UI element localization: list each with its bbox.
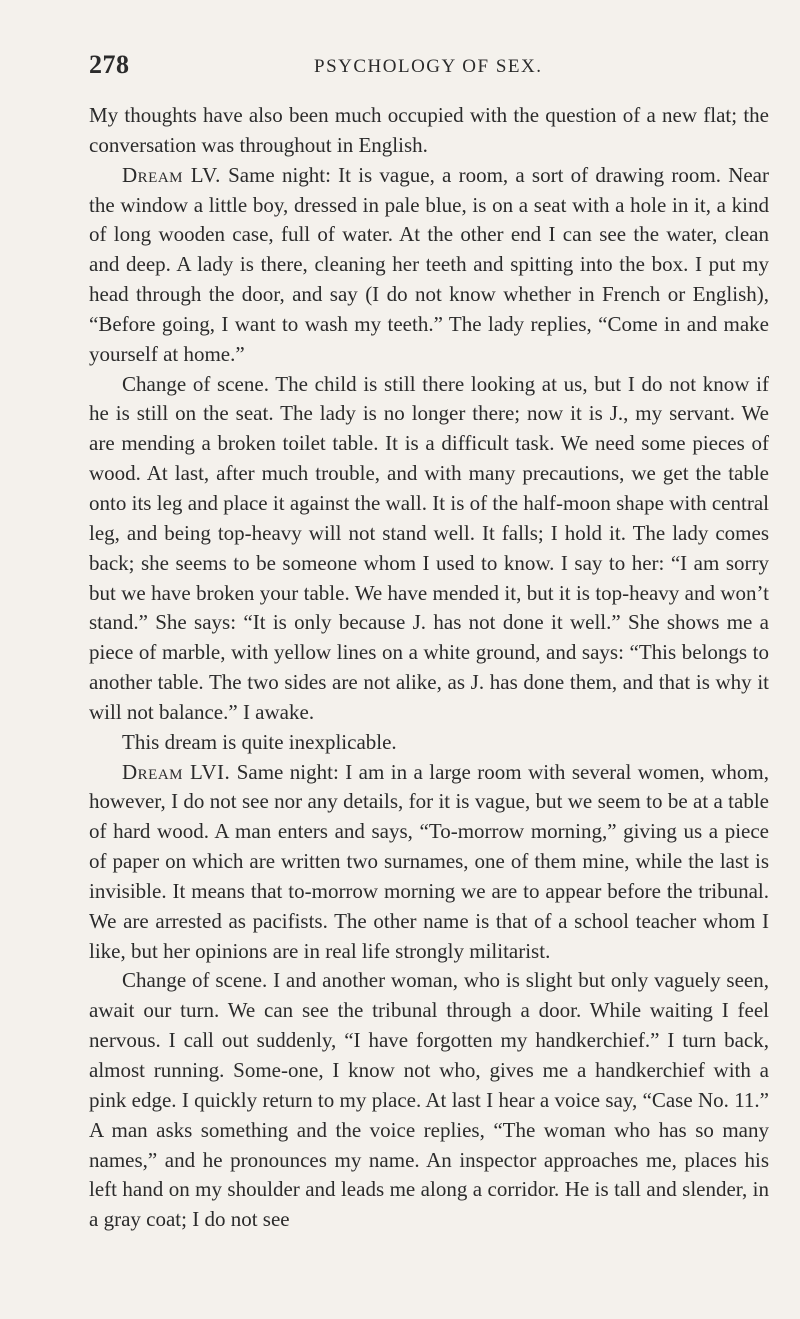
dream-heading: Dream LVI.	[122, 759, 231, 784]
page-header	[89, 50, 769, 90]
body-text	[89, 101, 769, 1235]
page-number: 278	[89, 50, 130, 79]
running-title: PSYCHOLOGY OF SEX.	[314, 56, 543, 77]
paragraph: Change of scene. I and another woman, who is slight but only vaguely seen, await our turn. We can see the tribunal through a door. While waiting I feel nervous. I call out suddenly, “I have forgotten my handkerchief.” I turn back, almost running. Some-one, I know not who, gives me a handkerchief with a pink edge. I quickly return to my place. At last I hear a voice say, “Case No. 11.” A man asks something and the voice replies, “The woman who has so many names,” and he pronounces my name. An inspector approaches me, places his left hand on my shoulder and leads me along a corridor. He is tall and slender, in a gray coat; I do not see	[89, 968, 769, 1232]
paragraph-dream-lvi: Dream LVI. Same night: I am in a large room with several women, whom, however, I do not see nor any details, for it is vague, but we seem to be at a table of hard wood. A man enters and says, “To-morrow morning,” giving us a piece of paper on which are written two surnames, one of them mine, while the last is invisible. It means that to-morrow morning we are to appear before the tribunal. We are arrested as pacifists. The other name is that of a school teacher whom I like, but her opinions are in real life strongly militarist.	[89, 759, 769, 963]
paragraph-dream-lv: Dream LV. Same night: It is vague, a room, a sort of drawing room. Near the window a little boy, dressed in pale blue, is on a seat with a hole in it, a kind of long wooden case, full of water. At the other end I can see the water, clean and deep. A lady is there, cleaning her teeth and spitting into the box. I put my head through the door, and say (I do not know whether in French or English), “Before going, I want to wash my teeth.” The lady replies, “Come in and make yourself at home.”	[89, 162, 769, 366]
dream-heading: Dream LV.	[122, 162, 221, 187]
paragraph: This dream is quite inexplicable.	[122, 729, 397, 754]
paragraph: Change of scene. The child is still there looking at us, but I do not know if he is still on the seat. The lady is no longer there; now it is J., my servant. We are mending a broken toilet table. It is a difficult task. We need some pieces of wood. At last, after much trouble, and with many precautions, we get the table onto its leg and place it against the wall. It is of the half-moon shape with central leg, and being top-heavy will not stand well. It falls; I hold it. The lady comes back; she seems to be someone whom I used to know. I say to her: “I am sorry but we have broken your table. We have mended it, but it is top-heavy and won’t stand.” She says: “It is only because J. has not done it well.” She shows me a piece of marble, with yellow lines on a white ground, and says: “This belongs to another table. The two sides are not alike, as J. has done them, and that is why it will not balance.” I awake.	[89, 371, 769, 724]
paragraph: My thoughts have also been much occupied with the question of a new flat; the conversation was throughout in English.	[89, 103, 769, 157]
